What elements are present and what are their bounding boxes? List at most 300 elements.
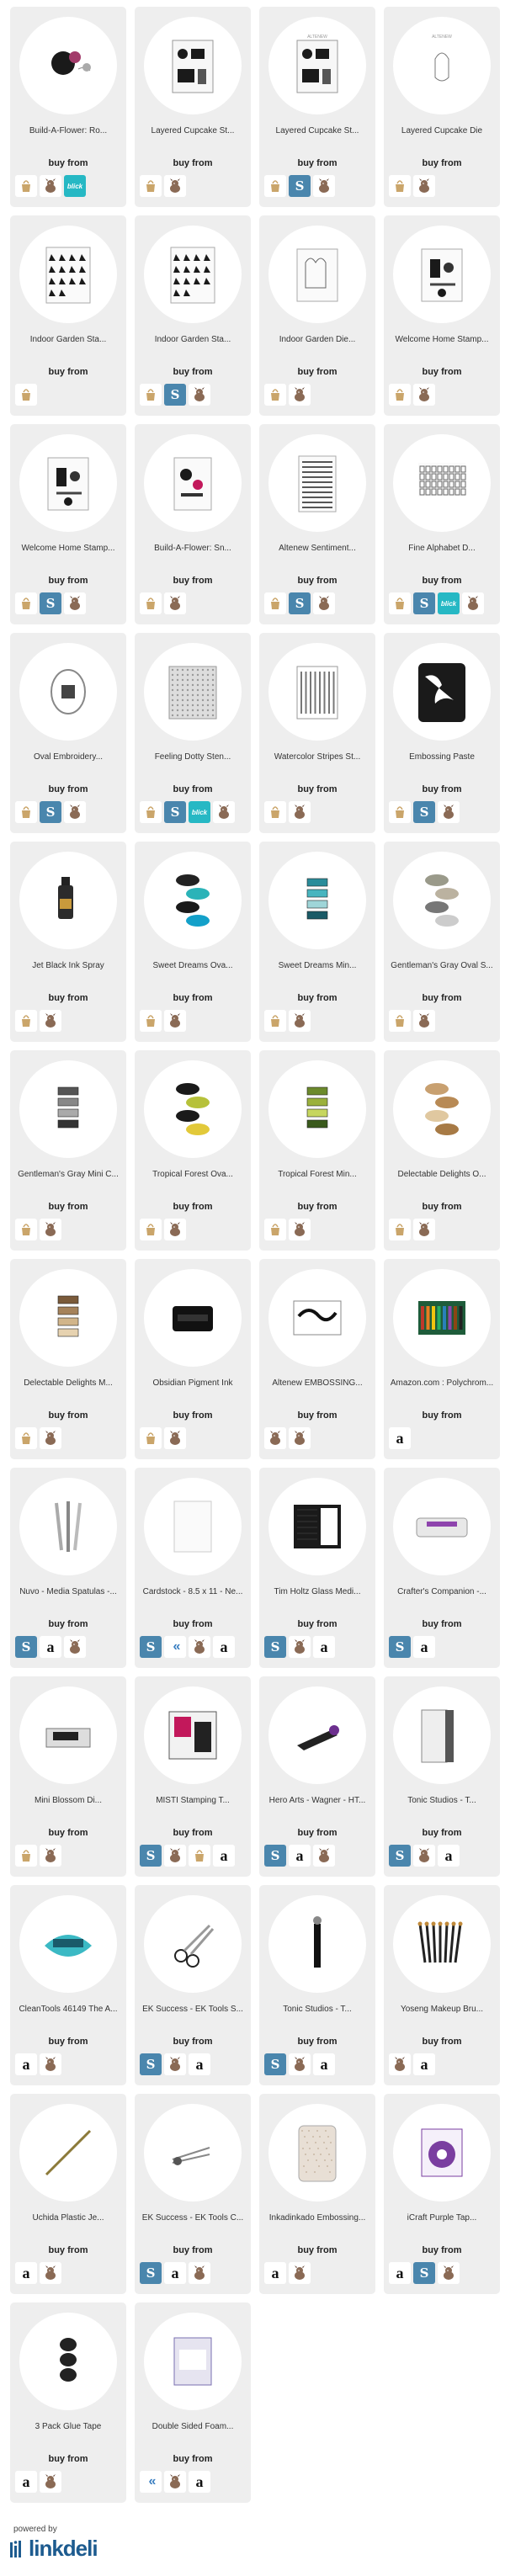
product-card[interactable]	[10, 215, 126, 416]
product-card[interactable]	[10, 424, 126, 624]
product-image	[393, 1895, 491, 1993]
product-image	[268, 17, 366, 114]
product-card[interactable]	[135, 1468, 251, 1668]
product-card[interactable]	[135, 215, 251, 416]
retailer-cup-icon[interactable]	[264, 592, 286, 614]
product-title[interactable]: Altenew Sentiment...	[279, 544, 356, 553]
retailer-dog-icon[interactable]	[289, 1219, 311, 1240]
product-card[interactable]	[384, 215, 500, 416]
product-thumbnail[interactable]	[393, 2104, 491, 2202]
product-thumbnail[interactable]	[144, 226, 242, 323]
retailer-cup-icon[interactable]	[389, 1219, 411, 1240]
product-card[interactable]	[10, 7, 126, 207]
product-title[interactable]: Altenew EMBOSSING...	[272, 1378, 363, 1388]
product-image	[144, 1686, 242, 1784]
product-card[interactable]	[10, 1676, 126, 1877]
product-card[interactable]	[10, 633, 126, 833]
buy-from-label: buy from	[422, 158, 462, 168]
retailer-dog-icon[interactable]	[313, 592, 335, 614]
retailer-cup-icon[interactable]	[189, 1845, 210, 1867]
product-title[interactable]: Sweet Dreams Ova...	[152, 961, 233, 970]
product-image	[144, 852, 242, 949]
retailer-cup-icon[interactable]	[264, 1219, 286, 1240]
retailer-dog-icon[interactable]	[213, 801, 235, 823]
product-card[interactable]	[259, 633, 375, 833]
buy-from-label: buy from	[173, 2454, 213, 2464]
retailer-dog-icon[interactable]	[289, 1636, 311, 1658]
retailer-chevron-icon[interactable]: «	[164, 1636, 186, 1658]
retailer-dog-icon[interactable]	[164, 592, 186, 614]
product-title[interactable]: Amazon.com : Polychrom...	[390, 1378, 494, 1388]
retailer-s-icon[interactable]: S	[140, 2053, 162, 2075]
retailer-list	[264, 1636, 335, 1658]
product-title[interactable]: CleanTools 46149 The A...	[19, 2005, 118, 2014]
retailer-dog-icon[interactable]	[64, 1636, 86, 1658]
product-thumbnail[interactable]	[393, 1895, 491, 1993]
retailer-dog-icon[interactable]	[438, 801, 460, 823]
retailer-amazon-icon[interactable]: a	[164, 2262, 186, 2284]
product-thumbnail[interactable]	[19, 17, 117, 114]
product-title[interactable]: Build-A-Flower: Sn...	[154, 544, 231, 553]
product-card[interactable]	[259, 424, 375, 624]
product-card[interactable]	[384, 1050, 500, 1251]
product-card[interactable]	[259, 2094, 375, 2294]
product-image	[393, 643, 491, 741]
retailer-blick-icon[interactable]: blick	[438, 592, 460, 614]
retailer-cup-icon[interactable]	[15, 384, 37, 406]
product-title[interactable]: Inkadinkado Embossing...	[268, 2213, 366, 2223]
product-thumbnail[interactable]	[268, 17, 366, 114]
product-card[interactable]	[10, 2302, 126, 2503]
product-title[interactable]: Double Sided Foam...	[152, 2422, 234, 2431]
retailer-cup-icon[interactable]	[140, 175, 162, 197]
product-card[interactable]	[10, 1050, 126, 1251]
buy-from-label: buy from	[173, 576, 213, 586]
retailer-s-icon[interactable]: S	[264, 1636, 286, 1658]
product-title[interactable]: Nuvo - Media Spatulas -...	[19, 1587, 117, 1596]
retailer-dog-icon[interactable]	[389, 2053, 411, 2075]
product-card[interactable]	[259, 7, 375, 207]
product-thumbnail[interactable]	[144, 2104, 242, 2202]
product-image	[19, 1686, 117, 1784]
retailer-dog-icon[interactable]	[164, 1427, 186, 1449]
product-thumbnail[interactable]	[19, 2313, 117, 2410]
product-card[interactable]	[259, 842, 375, 1042]
retailer-list	[15, 2262, 61, 2284]
retailer-s-icon[interactable]: S	[40, 801, 61, 823]
retailer-amazon-icon[interactable]: a	[289, 1845, 311, 1867]
retailer-list	[264, 1427, 311, 1449]
retailer-dog-icon[interactable]	[164, 1845, 186, 1867]
retailer-s-icon[interactable]: S	[164, 384, 186, 406]
retailer-amazon-icon[interactable]: a	[213, 1845, 235, 1867]
product-title[interactable]: Oval Embroidery...	[33, 752, 104, 762]
product-image	[19, 643, 117, 741]
retailer-cup-icon[interactable]	[140, 1010, 162, 1032]
retailer-s-icon[interactable]: S	[289, 175, 311, 197]
retailer-dog-icon[interactable]	[64, 592, 86, 614]
product-card[interactable]	[135, 1885, 251, 2085]
retailer-dog-icon[interactable]	[164, 1010, 186, 1032]
product-thumbnail[interactable]	[393, 1686, 491, 1784]
product-card[interactable]	[259, 1676, 375, 1877]
product-card[interactable]	[135, 424, 251, 624]
product-card[interactable]	[10, 1259, 126, 1459]
retailer-amazon-icon[interactable]: a	[413, 2053, 435, 2075]
retailer-list	[264, 1010, 311, 1032]
retailer-dog-icon[interactable]	[164, 2471, 186, 2493]
retailer-amazon-icon[interactable]: a	[413, 1636, 435, 1658]
product-title[interactable]: Obsidian Pigment Ink	[152, 1378, 233, 1388]
product-thumbnail[interactable]	[19, 852, 117, 949]
retailer-dog-icon[interactable]	[40, 1219, 61, 1240]
retailer-s-icon[interactable]: S	[289, 592, 311, 614]
product-thumbnail[interactable]	[268, 643, 366, 741]
retailer-amazon-icon[interactable]: a	[15, 2053, 37, 2075]
product-thumbnail[interactable]	[144, 1478, 242, 1575]
product-card[interactable]	[384, 1259, 500, 1459]
retailer-cup-icon[interactable]	[389, 175, 411, 197]
retailer-dog-icon[interactable]	[462, 592, 484, 614]
product-title[interactable]: Tropical Forest Ova...	[152, 1170, 233, 1179]
product-title[interactable]: Tropical Forest Min...	[278, 1170, 357, 1179]
retailer-amazon-icon[interactable]: a	[15, 2471, 37, 2493]
retailer-amazon-icon[interactable]: a	[189, 2053, 210, 2075]
product-card[interactable]	[135, 1050, 251, 1251]
product-title[interactable]: Tim Holtz Glass Medi...	[274, 1587, 361, 1596]
buy-from-label: buy from	[422, 2245, 462, 2255]
retailer-list	[389, 1427, 411, 1449]
retailer-s-icon[interactable]: S	[389, 1636, 411, 1658]
retailer-dog-icon[interactable]	[313, 1845, 335, 1867]
product-card[interactable]	[135, 842, 251, 1042]
product-title[interactable]: Feeling Dotty Sten...	[154, 752, 231, 762]
retailer-amazon-icon[interactable]: a	[40, 1636, 61, 1658]
product-card[interactable]	[10, 842, 126, 1042]
retailer-amazon-icon[interactable]: a	[389, 1427, 411, 1449]
buy-from-label: buy from	[422, 1619, 462, 1629]
product-card[interactable]	[135, 633, 251, 833]
retailer-dog-icon[interactable]	[189, 2262, 210, 2284]
retailer-cup-icon[interactable]	[264, 801, 286, 823]
product-card[interactable]	[259, 215, 375, 416]
retailer-dog-icon[interactable]	[40, 2053, 61, 2075]
product-card[interactable]	[135, 1259, 251, 1459]
product-image	[144, 2313, 242, 2410]
retailer-dog-icon[interactable]	[264, 1427, 286, 1449]
retailer-dog-icon[interactable]	[64, 801, 86, 823]
retailer-amazon-icon[interactable]: a	[15, 2262, 37, 2284]
product-image	[268, 434, 366, 532]
product-title[interactable]: Sweet Dreams Min...	[278, 961, 357, 970]
retailer-cup-icon[interactable]	[140, 801, 162, 823]
product-title[interactable]: Crafter's Companion -...	[397, 1587, 486, 1596]
product-thumbnail[interactable]	[268, 434, 366, 532]
product-thumbnail[interactable]	[144, 643, 242, 741]
retailer-dog-icon[interactable]	[289, 1010, 311, 1032]
product-card[interactable]	[135, 2302, 251, 2503]
product-card[interactable]	[384, 1885, 500, 2085]
retailer-blick-icon[interactable]: blick	[189, 801, 210, 823]
product-card[interactable]	[259, 1468, 375, 1668]
product-title[interactable]: Indoor Garden Die...	[279, 335, 356, 344]
product-thumbnail[interactable]	[19, 1686, 117, 1784]
product-title[interactable]: Layered Cupcake Die	[401, 126, 483, 135]
retailer-list	[140, 2262, 210, 2284]
retailer-cup-icon[interactable]	[264, 1010, 286, 1032]
retailer-dog-icon[interactable]	[289, 1427, 311, 1449]
product-title[interactable]: MISTI Stamping T...	[156, 1796, 230, 1805]
buy-from-label: buy from	[48, 367, 88, 377]
buy-from-label: buy from	[297, 576, 338, 586]
product-card[interactable]	[135, 7, 251, 207]
product-image	[268, 1478, 366, 1575]
retailer-s-icon[interactable]: S	[15, 1636, 37, 1658]
product-card[interactable]	[384, 7, 500, 207]
retailer-cup-icon[interactable]	[15, 175, 37, 197]
product-thumbnail[interactable]	[268, 852, 366, 949]
product-thumbnail[interactable]	[144, 17, 242, 114]
retailer-dog-icon[interactable]	[40, 2262, 61, 2284]
product-thumbnail[interactable]	[268, 1060, 366, 1158]
retailer-dog-icon[interactable]	[164, 2053, 186, 2075]
retailer-s-icon[interactable]: S	[140, 1636, 162, 1658]
retailer-cup-icon[interactable]	[264, 175, 286, 197]
retailer-cup-icon[interactable]	[264, 384, 286, 406]
product-card[interactable]	[384, 424, 500, 624]
product-title[interactable]: Cardstock - 8.5 x 11 - Ne...	[142, 1587, 243, 1596]
buy-from-label: buy from	[297, 784, 338, 794]
product-thumbnail[interactable]	[393, 1060, 491, 1158]
product-thumbnail[interactable]	[19, 2104, 117, 2202]
product-thumbnail[interactable]	[393, 643, 491, 741]
product-card[interactable]	[10, 1885, 126, 2085]
product-thumbnail[interactable]	[268, 226, 366, 323]
retailer-s-icon[interactable]: S	[413, 2262, 435, 2284]
retailer-s-icon[interactable]: S	[140, 1845, 162, 1867]
product-thumbnail[interactable]	[268, 1895, 366, 1993]
retailer-amazon-icon[interactable]: a	[438, 1845, 460, 1867]
retailer-dog-icon[interactable]	[40, 1845, 61, 1867]
product-title[interactable]: EK Success - EK Tools S...	[142, 2005, 243, 2014]
buy-from-label: buy from	[297, 1410, 338, 1421]
product-thumbnail[interactable]	[19, 226, 117, 323]
product-thumbnail[interactable]	[268, 1478, 366, 1575]
retailer-dog-icon[interactable]	[40, 175, 61, 197]
product-title[interactable]: Fine Alphabet D...	[408, 544, 476, 553]
product-title[interactable]: Jet Black Ink Spray	[32, 961, 104, 970]
buy-from-label: buy from	[422, 2037, 462, 2047]
product-card[interactable]	[135, 1676, 251, 1877]
product-thumbnail[interactable]	[144, 1686, 242, 1784]
product-image	[19, 1269, 117, 1367]
retailer-dog-icon[interactable]	[438, 2262, 460, 2284]
buy-from-label: buy from	[297, 367, 338, 377]
retailer-cup-icon[interactable]	[389, 801, 411, 823]
product-image	[19, 17, 117, 114]
product-title[interactable]: Indoor Garden Sta...	[29, 335, 107, 344]
retailer-amazon-icon[interactable]: a	[313, 1636, 335, 1658]
product-card[interactable]	[384, 2094, 500, 2294]
product-title[interactable]: Uchida Plastic Je...	[32, 2213, 104, 2223]
product-thumbnail[interactable]	[393, 434, 491, 532]
product-thumbnail[interactable]	[19, 1895, 117, 1993]
retailer-dog-icon[interactable]	[40, 1010, 61, 1032]
retailer-dog-icon[interactable]	[289, 801, 311, 823]
retailer-amazon-icon[interactable]: a	[264, 2262, 286, 2284]
product-card[interactable]	[10, 1468, 126, 1668]
product-thumbnail[interactable]	[268, 1686, 366, 1784]
product-title[interactable]: Delectable Delights O...	[397, 1170, 486, 1179]
product-card[interactable]	[259, 1050, 375, 1251]
linkdeli-logo[interactable]	[8, 2536, 143, 2562]
retailer-cup-icon[interactable]	[140, 1219, 162, 1240]
retailer-amazon-icon[interactable]: a	[189, 2471, 210, 2493]
retailer-cup-icon[interactable]	[15, 1219, 37, 1240]
product-image	[144, 1269, 242, 1367]
retailer-cup-icon[interactable]	[15, 801, 37, 823]
retailer-amazon-icon[interactable]: a	[313, 2053, 335, 2075]
retailer-cup-icon[interactable]	[15, 592, 37, 614]
product-title[interactable]: Build-A-Flower: Ro...	[29, 126, 108, 135]
product-title[interactable]: Watercolor Stripes St...	[274, 752, 361, 762]
product-title[interactable]: Delectable Delights M...	[24, 1378, 113, 1388]
buy-from-label: buy from	[297, 993, 338, 1003]
product-image	[393, 17, 491, 114]
retailer-cup-icon[interactable]	[140, 592, 162, 614]
product-thumbnail[interactable]	[144, 1060, 242, 1158]
retailer-cup-icon[interactable]	[15, 1010, 37, 1032]
product-title[interactable]: Layered Cupcake St...	[151, 126, 235, 135]
product-title[interactable]: Gentleman's Gray Mini C...	[18, 1170, 119, 1179]
product-title[interactable]: Mini Blossom Di...	[34, 1796, 102, 1805]
buy-from-label: buy from	[48, 1202, 88, 1212]
svg-text:ALTENEW: ALTENEW	[307, 35, 327, 40]
product-card[interactable]	[384, 842, 500, 1042]
product-card[interactable]	[10, 2094, 126, 2294]
product-image	[144, 2104, 242, 2202]
product-title[interactable]: Embossing Paste	[409, 752, 475, 762]
retailer-cup-icon[interactable]	[15, 1427, 37, 1449]
product-title[interactable]: Welcome Home Stamp...	[21, 544, 115, 553]
retailer-dog-icon[interactable]	[189, 384, 210, 406]
retailer-cup-icon[interactable]	[15, 1845, 37, 1867]
product-card[interactable]	[384, 1676, 500, 1877]
product-card[interactable]	[384, 633, 500, 833]
retailer-dog-icon[interactable]	[164, 1219, 186, 1240]
product-thumbnail[interactable]	[144, 434, 242, 532]
buy-from-label: buy from	[48, 993, 88, 1003]
product-title[interactable]: 3 Pack Glue Tape	[35, 2422, 102, 2431]
retailer-cup-icon[interactable]	[389, 1010, 411, 1032]
product-card[interactable]	[384, 1468, 500, 1668]
product-thumbnail[interactable]	[144, 852, 242, 949]
product-thumbnail[interactable]	[19, 1060, 117, 1158]
retailer-s-icon[interactable]: S	[413, 801, 435, 823]
product-title[interactable]: Welcome Home Stamp...	[395, 335, 489, 344]
retailer-dog-icon[interactable]	[413, 1010, 435, 1032]
retailer-dog-icon[interactable]	[413, 384, 435, 406]
retailer-cup-icon[interactable]	[389, 592, 411, 614]
buy-from-label: buy from	[173, 993, 213, 1003]
product-title[interactable]: Tonic Studios - T...	[283, 2005, 352, 2014]
product-title[interactable]: EK Success - EK Tools C...	[141, 2213, 244, 2223]
product-thumbnail[interactable]	[144, 1895, 242, 1993]
buy-from-label: buy from	[422, 367, 462, 377]
retailer-s-icon[interactable]: S	[164, 801, 186, 823]
product-title[interactable]: Hero Arts - Wagner - HT...	[268, 1796, 366, 1805]
buy-from-label: buy from	[173, 1828, 213, 1838]
product-card[interactable]	[259, 1885, 375, 2085]
retailer-dog-icon[interactable]	[40, 1427, 61, 1449]
retailer-s-icon[interactable]: S	[40, 592, 61, 614]
product-image	[144, 1060, 242, 1158]
retailer-cup-icon[interactable]	[140, 384, 162, 406]
product-thumbnail[interactable]	[268, 2104, 366, 2202]
product-title[interactable]: iCraft Purple Tap...	[407, 2213, 477, 2223]
product-thumbnail[interactable]	[393, 226, 491, 323]
product-thumbnail[interactable]	[393, 852, 491, 949]
retailer-s-icon[interactable]: S	[140, 2262, 162, 2284]
product-title[interactable]: Indoor Garden Sta...	[154, 335, 231, 344]
retailer-dog-icon[interactable]	[313, 175, 335, 197]
product-image	[19, 852, 117, 949]
product-title[interactable]: Gentleman's Gray Oval S...	[391, 961, 493, 970]
product-title[interactable]: Tonic Studios - T...	[407, 1796, 476, 1805]
retailer-s-icon[interactable]: S	[264, 1845, 286, 1867]
retailer-dog-icon[interactable]	[413, 1219, 435, 1240]
retailer-dog-icon[interactable]	[189, 1636, 210, 1658]
retailer-s-icon[interactable]: S	[413, 592, 435, 614]
retailer-s-icon[interactable]: S	[264, 2053, 286, 2075]
product-card[interactable]	[259, 1259, 375, 1459]
product-title[interactable]: Yoseng Makeup Bru...	[400, 2005, 484, 2014]
retailer-list	[264, 1219, 311, 1240]
buy-from-label: buy from	[422, 993, 462, 1003]
product-title[interactable]: Layered Cupcake St...	[275, 126, 359, 135]
retailer-amazon-icon[interactable]: a	[213, 1636, 235, 1658]
product-image	[393, 1478, 491, 1575]
retailer-cup-icon[interactable]	[140, 1427, 162, 1449]
footer	[8, 2525, 143, 2575]
retailer-cup-icon[interactable]	[389, 384, 411, 406]
product-thumbnail[interactable]	[393, 17, 491, 114]
retailer-dog-icon[interactable]	[413, 1845, 435, 1867]
retailer-dog-icon[interactable]	[164, 175, 186, 197]
retailer-dog-icon[interactable]	[40, 2471, 61, 2493]
retailer-dog-icon[interactable]	[413, 175, 435, 197]
retailer-amazon-icon[interactable]: a	[389, 2262, 411, 2284]
product-thumbnail[interactable]	[19, 643, 117, 741]
product-thumbnail[interactable]	[393, 1478, 491, 1575]
product-thumbnail[interactable]	[144, 2313, 242, 2410]
product-thumbnail[interactable]	[19, 434, 117, 532]
product-thumbnail[interactable]	[19, 1478, 117, 1575]
product-thumbnail[interactable]	[144, 1269, 242, 1367]
retailer-dog-icon[interactable]	[289, 384, 311, 406]
retailer-blick-icon[interactable]: blick	[64, 175, 86, 197]
retailer-dog-icon[interactable]	[289, 2053, 311, 2075]
buy-from-label: buy from	[422, 1202, 462, 1212]
retailer-dog-icon[interactable]	[289, 2262, 311, 2284]
product-thumbnail[interactable]	[268, 1269, 366, 1367]
retailer-chevron-icon[interactable]: «	[140, 2471, 162, 2493]
product-thumbnail[interactable]	[19, 1269, 117, 1367]
retailer-s-icon[interactable]: S	[389, 1845, 411, 1867]
product-thumbnail[interactable]	[393, 1269, 491, 1367]
retailer-list	[264, 2053, 335, 2075]
product-card[interactable]	[135, 2094, 251, 2294]
